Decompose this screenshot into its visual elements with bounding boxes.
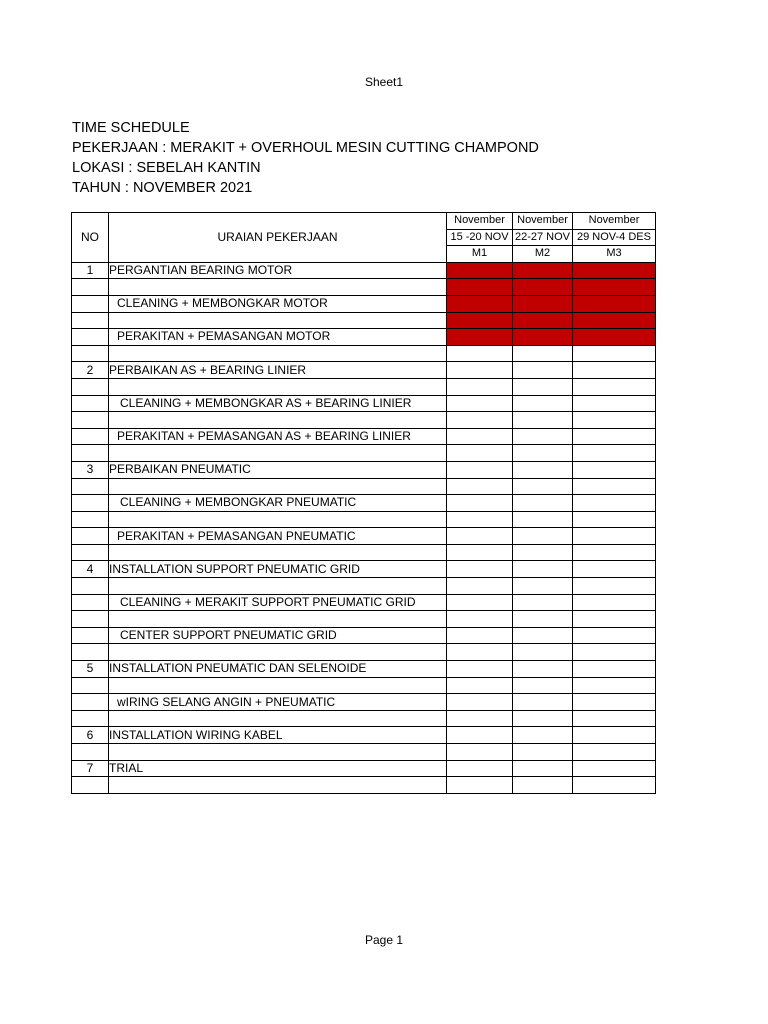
row-number [72,611,109,628]
row-description-cell [109,677,447,694]
row-number [72,627,109,644]
row-description: PERBAIKAN AS + BEARING LINIER [109,362,307,377]
table-row [72,710,656,727]
row-description-cell [109,295,447,312]
row-number [72,544,109,561]
row-number: 6 [72,727,109,744]
row-description-cell [109,362,447,379]
table-row [72,694,656,711]
table-row [72,312,656,329]
schedule-cell-m2 [513,478,573,495]
schedule-cell-m3 [573,528,656,545]
year-title: TAHUN : NOVEMBER 2021 [72,180,253,196]
row-number [72,378,109,395]
schedule-cell-m3 [573,495,656,512]
header-range-m3: 29 NOV-4 DES [573,229,656,246]
schedule-cell-m3 [573,362,656,379]
row-number [72,511,109,528]
table-row [72,445,656,462]
row-description: TRIAL [109,760,144,775]
schedule-cell-m1 [447,578,513,595]
schedule-cell-m2 [513,627,573,644]
table-row [72,511,656,528]
row-description: CLEANING + MEMBONGKAR MOTOR [117,296,328,311]
table-row [72,594,656,611]
schedule-cell-m1 [447,561,513,578]
schedule-cell-m2 [513,378,573,395]
row-number [72,710,109,727]
schedule-cell-m2 [513,760,573,777]
header-month-m1: November [447,213,513,230]
table-row [72,644,656,661]
row-number [72,329,109,346]
table-row [72,495,656,512]
row-description: CLEANING + MEMBONGKAR AS + BEARING LINIER [120,395,412,410]
header-week-m1: M1 [447,246,513,263]
row-number [72,395,109,412]
row-description-cell [109,345,447,362]
table-row [72,279,656,296]
row-description: INSTALLATION PNEUMATIC DAN SELENOIDE [109,661,367,676]
schedule-cell-m2 [513,295,573,312]
row-description-cell [109,744,447,761]
row-description-cell [109,279,447,296]
table-row [72,461,656,478]
schedule-cell-m3 [573,312,656,329]
schedule-cell-m3 [573,694,656,711]
schedule-cell-m3 [573,578,656,595]
table-row [72,661,656,678]
schedule-cell-m1 [447,777,513,794]
schedule-cell-m3 [573,395,656,412]
schedule-cell-m3 [573,760,656,777]
table-row [72,760,656,777]
row-description-cell [109,694,447,711]
sheet-name: Sheet1 [364,75,404,89]
table-row [72,677,656,694]
row-description: PERAKITAN + PEMASANGAN MOTOR [117,329,331,344]
schedule-table [71,212,656,794]
table-row [72,329,656,346]
row-number: 3 [72,461,109,478]
table-row [72,777,656,794]
schedule-cell-m2 [513,262,573,279]
schedule-cell-m1 [447,495,513,512]
table-row [72,561,656,578]
schedule-cell-m2 [513,710,573,727]
table-row [72,744,656,761]
row-number: 4 [72,561,109,578]
schedule-cell-m1 [447,710,513,727]
schedule-cell-m1 [447,445,513,462]
schedule-cell-m3 [573,279,656,296]
row-number [72,478,109,495]
schedule-cell-m2 [513,312,573,329]
schedule-cell-m1 [447,661,513,678]
schedule-cell-m1 [447,395,513,412]
schedule-cell-m1 [447,544,513,561]
schedule-cell-m3 [573,412,656,429]
schedule-cell-m3 [573,727,656,744]
row-number: 7 [72,760,109,777]
job-title: PEKERJAAN : MERAKIT + OVERHOUL MESIN CUTTING CHAMPOND [72,140,539,156]
schedule-cell-m2 [513,428,573,445]
row-description: CLEANING + MERAKIT SUPPORT PNEUMATIC GRID [120,594,416,609]
schedule-cell-m2 [513,362,573,379]
schedule-cell-m2 [513,528,573,545]
row-description-cell [109,445,447,462]
schedule-cell-m3 [573,378,656,395]
schedule-cell-m1 [447,760,513,777]
row-description-cell [109,329,447,346]
row-number [72,578,109,595]
schedule-cell-m1 [447,412,513,429]
page-number: Page 1 [364,933,404,947]
schedule-title: TIME SCHEDULE [72,120,190,136]
row-number [72,594,109,611]
schedule-cell-m1 [447,528,513,545]
row-description-cell [109,495,447,512]
title-block [72,118,539,198]
row-number [72,279,109,296]
schedule-cell-m2 [513,279,573,296]
schedule-cell-m2 [513,511,573,528]
row-description-cell [109,378,447,395]
schedule-cell-m3 [573,644,656,661]
row-description: wIRING SELANG ANGIN + PNEUMATIC [117,694,336,709]
table-row [72,428,656,445]
table-row [72,611,656,628]
schedule-cell-m3 [573,710,656,727]
row-description-cell [109,511,447,528]
schedule-cell-m1 [447,262,513,279]
row-description-cell [109,611,447,628]
table-row [72,478,656,495]
table-row [72,262,656,279]
row-description-cell [109,528,447,545]
schedule-cell-m2 [513,611,573,628]
schedule-cell-m1 [447,279,513,296]
row-number [72,295,109,312]
schedule-cell-m2 [513,329,573,346]
row-description-cell [109,627,447,644]
row-description-cell [109,661,447,678]
row-number [72,644,109,661]
row-number: 1 [72,262,109,279]
schedule-cell-m2 [513,677,573,694]
schedule-cell-m1 [447,478,513,495]
header-month-m3: November [573,213,656,230]
header-no: NO [72,213,109,263]
row-number [72,312,109,329]
row-description: PERBAIKAN PNEUMATIC [109,462,251,477]
schedule-cell-m1 [447,329,513,346]
header-month-m2: November [513,213,573,230]
row-description-cell [109,727,447,744]
schedule-cell-m3 [573,594,656,611]
table-row [72,295,656,312]
schedule-cell-m1 [447,744,513,761]
row-description-cell [109,461,447,478]
row-description: INSTALLATION SUPPORT PNEUMATIC GRID [109,561,360,576]
table-row [72,727,656,744]
schedule-cell-m3 [573,661,656,678]
schedule-cell-m1 [447,312,513,329]
row-description-cell [109,395,447,412]
schedule-cell-m3 [573,777,656,794]
schedule-cell-m1 [447,461,513,478]
row-description-cell [109,777,447,794]
schedule-cell-m2 [513,561,573,578]
schedule-cell-m3 [573,627,656,644]
row-description-cell [109,412,447,429]
row-number [72,677,109,694]
row-number [72,345,109,362]
row-number [72,428,109,445]
schedule-cell-m3 [573,262,656,279]
schedule-cell-m1 [447,362,513,379]
schedule-cell-m2 [513,694,573,711]
schedule-cell-m1 [447,611,513,628]
table-row [72,544,656,561]
row-number [72,445,109,462]
schedule-cell-m3 [573,561,656,578]
schedule-cell-m2 [513,495,573,512]
row-description: CLEANING + MEMBONGKAR PNEUMATIC [120,495,357,510]
schedule-cell-m3 [573,461,656,478]
location-title: LOKASI : SEBELAH KANTIN [72,160,261,176]
schedule-cell-m3 [573,445,656,462]
table-row [72,362,656,379]
schedule-cell-m1 [447,378,513,395]
schedule-cell-m3 [573,428,656,445]
schedule-cell-m1 [447,428,513,445]
schedule-cell-m1 [447,511,513,528]
row-description-cell [109,312,447,329]
table-row [72,345,656,362]
row-description-cell [109,578,447,595]
schedule-cell-m3 [573,744,656,761]
schedule-cell-m1 [447,694,513,711]
schedule-cell-m2 [513,594,573,611]
schedule-cell-m3 [573,295,656,312]
schedule-cell-m2 [513,544,573,561]
schedule-cell-m3 [573,544,656,561]
schedule-cell-m2 [513,578,573,595]
schedule-cell-m1 [447,727,513,744]
schedule-cell-m2 [513,345,573,362]
header-week-m2: M2 [513,246,573,263]
schedule-cell-m2 [513,661,573,678]
row-description-cell [109,262,447,279]
row-number [72,694,109,711]
row-description: PERAKITAN + PEMASANGAN AS + BEARING LINIER [117,429,411,444]
row-number: 2 [72,362,109,379]
schedule-cell-m2 [513,412,573,429]
schedule-cell-m2 [513,777,573,794]
schedule-cell-m1 [447,677,513,694]
table-row [72,395,656,412]
table-row [72,412,656,429]
schedule-cell-m3 [573,478,656,495]
row-number [72,777,109,794]
header-range-m2: 22-27 NOV [513,229,573,246]
schedule-cell-m2 [513,644,573,661]
schedule-cell-m2 [513,727,573,744]
schedule-cell-m2 [513,744,573,761]
row-description-cell [109,710,447,727]
row-description: PERAKITAN + PEMASANGAN PNEUMATIC [117,528,356,543]
row-description-cell [109,594,447,611]
schedule-cell-m3 [573,329,656,346]
schedule-cell-m2 [513,445,573,462]
row-number [72,412,109,429]
row-description-cell [109,644,447,661]
row-description-cell [109,561,447,578]
row-number [72,495,109,512]
schedule-cell-m2 [513,395,573,412]
header-range-m1: 15 -20 NOV [447,229,513,246]
table-row [72,578,656,595]
schedule-cell-m3 [573,345,656,362]
schedule-cell-m1 [447,295,513,312]
row-number: 5 [72,661,109,678]
schedule-cell-m3 [573,677,656,694]
schedule-cell-m1 [447,345,513,362]
row-description: INSTALLATION WIRING KABEL [109,727,283,742]
header-row-month [72,213,656,230]
schedule-cell-m2 [513,461,573,478]
row-description-cell [109,478,447,495]
row-number [72,744,109,761]
schedule-cell-m3 [573,511,656,528]
schedule-cell-m3 [573,611,656,628]
table-row [72,528,656,545]
row-number [72,528,109,545]
table-row [72,378,656,395]
table-row [72,627,656,644]
row-description-cell [109,428,447,445]
row-description-cell [109,544,447,561]
row-description-cell [109,760,447,777]
schedule-cell-m1 [447,594,513,611]
schedule-cell-m1 [447,644,513,661]
row-description: PERGANTIAN BEARING MOTOR [109,263,293,278]
schedule-cell-m1 [447,627,513,644]
header-description: URAIAN PEKERJAAN [109,213,447,263]
header-week-m3: M3 [573,246,656,263]
row-description: CENTER SUPPORT PNEUMATIC GRID [120,628,337,643]
